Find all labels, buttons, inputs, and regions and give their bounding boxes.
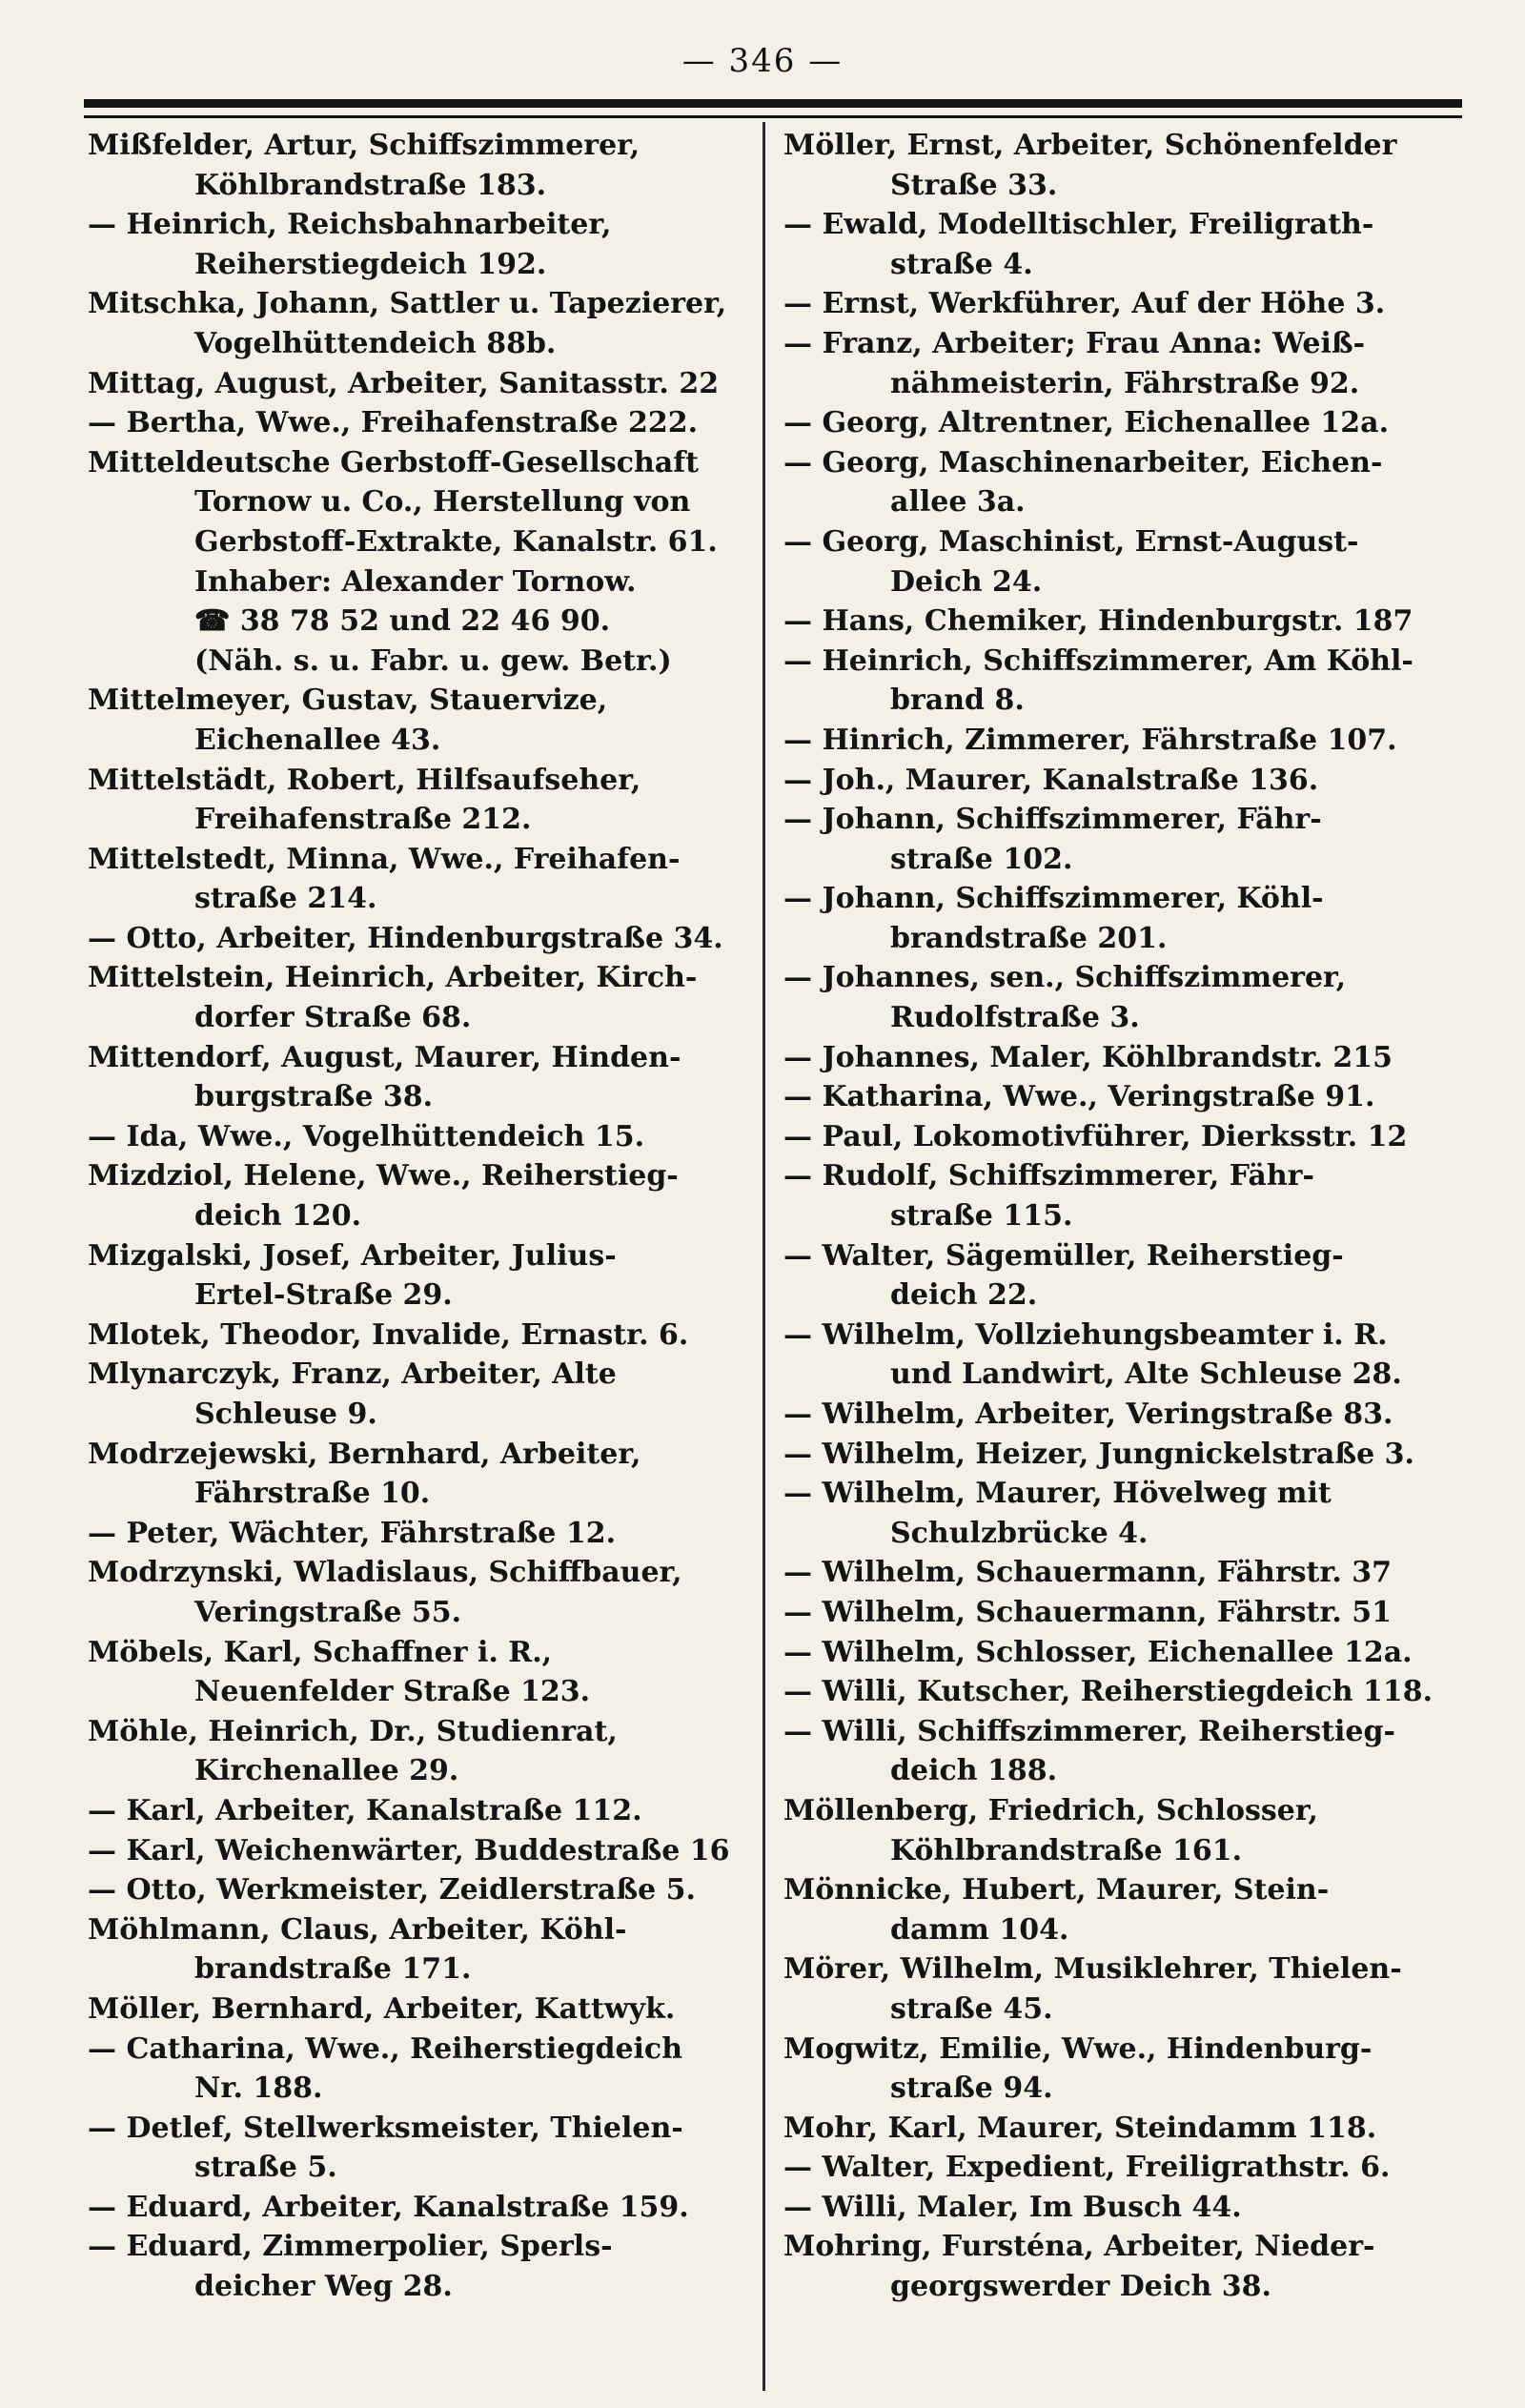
entry-line: — Peter, Wächter, Fährstraße 12. (88, 1516, 617, 1550)
entry-line: — Eduard, Zimmerpolier, Sperls- (88, 2230, 613, 2264)
entry-line: — Willi, Maler, Im Busch 44. (783, 2190, 1242, 2224)
entry-line: — Wilhelm, Schlosser, Eichenallee 12a. (783, 1635, 1413, 1669)
entry-line: Mittelstedt, Minna, Wwe., Freihafen- (88, 842, 681, 876)
entry-line: — Georg, Altrentner, Eichenallee 12a. (783, 406, 1390, 440)
directory-entry (783, 522, 1451, 602)
entry-line: — Karl, Arbeiter, Kanalstraße 112. (88, 1793, 642, 1827)
directory-entry (88, 443, 755, 682)
directory-entry (783, 642, 1451, 721)
directory-entry (783, 1553, 1451, 1593)
directory-entry (783, 2188, 1451, 2228)
entry-line: — Joh., Maurer, Kanalstraße 136. (783, 763, 1319, 797)
entry-line: Mogwitz, Emilie, Wwe., Hindenburg- (783, 2031, 1372, 2066)
directory-entry (783, 1435, 1451, 1475)
entry-line: Modrzynski, Wladislaus, Schiffbauer, (88, 1556, 682, 1590)
directory-entry (783, 324, 1451, 403)
entry-continuation-line: straße 102. (890, 842, 1073, 876)
directory-entry (783, 403, 1451, 443)
entry-line: — Johann, Schiffszimmerer, Fähr- (783, 803, 1322, 837)
directory-entry (88, 403, 755, 443)
entry-line: — Otto, Arbeiter, Hindenburgstraße 34. (88, 921, 723, 955)
entry-line: — Walter, Expedient, Freiligrathstr. 6. (783, 2151, 1391, 2185)
entry-continuation-line: straße 94. (890, 2071, 1053, 2106)
header-rule-thin (84, 115, 1462, 118)
directory-entry (783, 284, 1451, 324)
directory-entry (783, 1395, 1451, 1435)
entry-line: Möbels, Karl, Schaffner i. R., (88, 1635, 553, 1669)
entry-line: — Eduard, Arbeiter, Kanalstraße 159. (88, 2190, 689, 2224)
directory-entry (783, 958, 1451, 1037)
page-number: — 346 — (681, 42, 844, 80)
entry-line: Mohr, Karl, Maurer, Steindamm 118. (783, 2111, 1377, 2145)
directory-entry (88, 2188, 755, 2228)
directory-entry (783, 602, 1451, 642)
entry-line: Mlynarczyk, Franz, Arbeiter, Alte (88, 1357, 617, 1392)
entry-line: Mlotek, Theodor, Invalide, Ernastr. 6. (88, 1317, 689, 1352)
entry-continuation-line: Veringstraße 55. (194, 1595, 462, 1629)
directory-entry (88, 126, 755, 205)
directory-entry (783, 1672, 1451, 1712)
entry-line: — Rudolf, Schiffszimmerer, Fähr- (783, 1159, 1314, 1194)
entry-line: — Johannes, Maler, Köhlbrandstr. 215 (783, 1040, 1393, 1074)
left-column (88, 126, 755, 2307)
directory-entry (88, 761, 755, 840)
entry-line: Mitteldeutsche Gerbstoff-Gesellschaft (88, 445, 700, 480)
entry-continuation-line: ☎ 38 78 52 und 22 46 90. (194, 604, 611, 639)
entry-line: Möhle, Heinrich, Dr., Studienrat, (88, 1714, 618, 1748)
directory-entry (783, 126, 1451, 205)
directory-entry (783, 879, 1451, 958)
entry-continuation-line: deicher Weg 28. (194, 2270, 453, 2304)
entry-line: Mittendorf, August, Maurer, Hinden- (88, 1040, 681, 1074)
entry-continuation-line: Deich 24. (890, 564, 1043, 599)
directory-entry (783, 1791, 1451, 1870)
entry-line: — Willi, Schiffszimmerer, Reiherstieg- (783, 1714, 1395, 1748)
directory-entry (783, 721, 1451, 761)
directory-entry (88, 840, 755, 919)
entry-line: — Ewald, Modelltischler, Freiligrath- (783, 208, 1374, 242)
entry-line: — Otto, Werkmeister, Zeidlerstraße 5. (88, 1873, 696, 1908)
entry-line: Möller, Bernhard, Arbeiter, Kattwyk. (88, 1991, 676, 2026)
entry-line: — Detlef, Stellwerksmeister, Thielen- (88, 2111, 683, 2145)
entry-line: — Heinrich, Schiffszimmerer, Am Köhl- (783, 643, 1413, 678)
directory-entry (88, 1791, 755, 1831)
directory-entry (783, 2030, 1451, 2109)
entry-continuation-line: Köhlbrandstraße 161. (890, 1833, 1243, 1867)
entry-line: Mittelstein, Heinrich, Arbeiter, Kirch- (88, 961, 698, 995)
entry-continuation-line: georgswerder Deich 38. (890, 2270, 1271, 2304)
entry-line: Mittelmeyer, Gustav, Stauervize, (88, 684, 608, 718)
entry-line: Mizdziol, Helene, Wwe., Reiherstieg- (88, 1159, 679, 1194)
entry-line: — Georg, Maschinist, Ernst-August- (783, 524, 1359, 559)
entry-line: — Wilhelm, Heizer, Jungnickelstraße 3. (783, 1437, 1414, 1471)
entry-continuation-line: nähmeisterin, Fährstraße 92. (890, 366, 1360, 400)
entry-continuation-line: Vogelhüttendeich 88b. (194, 326, 557, 360)
entry-continuation-line: Fährstraße 10. (194, 1477, 431, 1511)
directory-entry (88, 1316, 755, 1356)
entry-continuation-line: Nr. 188. (194, 2071, 323, 2106)
entry-line: Mittag, August, Arbeiter, Sanitasstr. 22 (88, 366, 720, 400)
entry-line: — Paul, Lokomotivführer, Dierksstr. 12 (783, 1119, 1408, 1153)
entry-continuation-line: Neuenfelder Straße 123. (194, 1675, 591, 1709)
directory-entry (783, 2148, 1451, 2188)
entry-line: — Bertha, Wwe., Freihafenstraße 222. (88, 406, 699, 440)
directory-entry (783, 1633, 1451, 1673)
directory-entry (88, 1553, 755, 1632)
entry-line: — Wilhelm, Vollziehungsbeamter i. R. (783, 1317, 1388, 1352)
entry-continuation-line: dorfer Straße 68. (194, 1001, 472, 1035)
entry-line: — Willi, Kutscher, Reiherstiegdeich 118. (783, 1675, 1434, 1709)
directory-entry (783, 1474, 1451, 1553)
entry-line: Möhlmann, Claus, Arbeiter, Köhl- (88, 1912, 627, 1947)
entry-line: — Hans, Chemiker, Hindenburgstr. 187 (783, 604, 1413, 639)
entry-line: — Walter, Sägemüller, Reiherstieg- (783, 1238, 1344, 1273)
directory-entry (88, 1990, 755, 2030)
entry-continuation-line: Reiherstiegdeich 192. (194, 247, 547, 281)
entry-line: — Georg, Maschinenarbeiter, Eichen- (783, 445, 1383, 480)
entry-line: — Katharina, Wwe., Veringstraße 91. (783, 1080, 1375, 1114)
directory-entry (88, 1236, 755, 1316)
entry-line: — Ida, Wwe., Vogelhüttendeich 15. (88, 1119, 645, 1153)
entry-continuation-line: deich 22. (890, 1278, 1038, 1313)
entry-line: — Johannes, sen., Schiffszimmerer, (783, 961, 1347, 995)
entry-continuation-line: Eichenallee 43. (194, 723, 441, 757)
directory-entry (783, 1038, 1451, 1078)
entry-continuation-line: burgstraße 38. (194, 1080, 434, 1114)
directory-entry (88, 1633, 755, 1712)
directory-entry (783, 1870, 1451, 1949)
entry-line: — Ernst, Werkführer, Auf der Höhe 3. (783, 287, 1386, 321)
entry-continuation-line: allee 3a. (890, 485, 1026, 520)
entry-continuation-line: Freihafenstraße 212. (194, 803, 532, 837)
directory-entry (88, 205, 755, 284)
entry-continuation-line: straße 4. (890, 247, 1033, 281)
directory-entry (88, 1870, 755, 1910)
entry-line: Möllenberg, Friedrich, Schlosser, (783, 1793, 1318, 1827)
directory-entry (88, 1435, 755, 1514)
entry-continuation-line: straße 115. (890, 1199, 1073, 1234)
directory-entry (88, 2227, 755, 2306)
directory-entry (88, 1514, 755, 1554)
directory-entry (783, 1949, 1451, 2029)
directory-entry (783, 2227, 1451, 2306)
directory-entry (783, 443, 1451, 522)
entry-line: Mitschka, Johann, Sattler u. Tapezierer, (88, 287, 727, 321)
entry-line: Mohring, Fursténa, Arbeiter, Nieder- (783, 2230, 1375, 2264)
entry-continuation-line: Köhlbrandstraße 183. (194, 168, 547, 202)
entry-continuation-line: Tornow u. Co., Herstellung von (194, 485, 691, 520)
directory-entry (88, 1117, 755, 1157)
entry-continuation-line: Schulzbrücke 4. (890, 1516, 1149, 1550)
directory-entry (783, 1156, 1451, 1235)
column-divider (762, 122, 765, 2391)
entry-continuation-line: Gerbstoff-Extrakte, Kanalstr. 61. (194, 524, 718, 559)
entry-continuation-line: straße 214. (194, 882, 377, 916)
directory-entry (88, 284, 755, 363)
entry-line: Mißfelder, Artur, Schiffszimmerer, (88, 129, 640, 162)
directory-entry (783, 1077, 1451, 1117)
directory-entry (88, 1355, 755, 1434)
entry-line: Modrzejewski, Bernhard, Arbeiter, (88, 1437, 641, 1471)
directory-entry (88, 364, 755, 404)
directory-entry (88, 1831, 755, 1871)
directory-entry (88, 2109, 755, 2188)
directory-entry (783, 1117, 1451, 1157)
entry-line: — Wilhelm, Schauermann, Fährstr. 51 (783, 1595, 1393, 1629)
entry-continuation-line: brand 8. (890, 684, 1025, 718)
entry-continuation-line: damm 104. (890, 1912, 1069, 1947)
entry-continuation-line: straße 5. (194, 2151, 337, 2185)
directory-entry (88, 1156, 755, 1235)
entry-line: Mörer, Wilhelm, Musiklehrer, Thielen- (783, 1952, 1402, 1987)
entry-line: — Franz, Arbeiter; Frau Anna: Weiß- (783, 326, 1366, 360)
entry-line: — Hinrich, Zimmerer, Fährstraße 107. (783, 723, 1397, 757)
entry-line: — Karl, Weichenwärter, Buddestraße 16 (88, 1833, 730, 1867)
directory-entry (88, 681, 755, 760)
entry-continuation-line: Kirchenallee 29. (194, 1754, 459, 1788)
entry-continuation-line: straße 45. (890, 1991, 1053, 2026)
entry-continuation-line: Rudolfstraße 3. (890, 1001, 1140, 1035)
entry-continuation-line: deich 188. (890, 1754, 1058, 1788)
directory-entry (783, 1236, 1451, 1316)
directory-entry (783, 1712, 1451, 1791)
directory-entry (88, 1910, 755, 1990)
entry-continuation-line: brandstraße 171. (194, 1952, 472, 1987)
header-rule-thick (84, 99, 1462, 108)
directory-entry (88, 2030, 755, 2109)
entry-continuation-line: Ertel-Straße 29. (194, 1278, 453, 1313)
directory-entry (783, 1316, 1451, 1395)
directory-entry (783, 205, 1451, 284)
entry-continuation-line: Straße 33. (890, 168, 1058, 202)
directory-entry (88, 958, 755, 1037)
directory-entry (783, 800, 1451, 879)
directory-entry (783, 761, 1451, 801)
entry-continuation-line: Schleuse 9. (194, 1398, 377, 1431)
entry-line: Mizgalski, Josef, Arbeiter, Julius- (88, 1238, 617, 1273)
entry-line: Mittelstädt, Robert, Hilfsaufseher, (88, 763, 641, 797)
directory-entry (88, 919, 755, 959)
entry-line: — Wilhelm, Schauermann, Fährstr. 37 (783, 1556, 1393, 1590)
entry-line: Mönnicke, Hubert, Maurer, Stein- (783, 1873, 1330, 1908)
entry-line: Möller, Ernst, Arbeiter, Schönenfelder (783, 129, 1397, 162)
entry-line: — Catharina, Wwe., Reiherstiegdeich (88, 2031, 683, 2066)
entry-continuation-line: deich 120. (194, 1199, 362, 1234)
entry-line: — Heinrich, Reichsbahnarbeiter, (88, 208, 612, 242)
entry-continuation-line: brandstraße 201. (890, 921, 1168, 955)
directory-entry (88, 1712, 755, 1791)
entry-line: — Wilhelm, Maurer, Hövelweg mit (783, 1477, 1332, 1511)
entry-continuation-line: (Näh. s. u. Fabr. u. gew. Betr.) (194, 643, 672, 678)
entry-continuation-line: Inhaber: Alexander Tornow. (194, 564, 637, 599)
entry-line: — Johann, Schiffszimmerer, Köhl- (783, 882, 1324, 916)
directory-entry (783, 1593, 1451, 1633)
right-column (783, 126, 1451, 2307)
directory-entry (88, 1038, 755, 1117)
entry-line: — Wilhelm, Arbeiter, Veringstraße 83. (783, 1398, 1393, 1431)
directory-entry (783, 2109, 1451, 2149)
entry-continuation-line: und Landwirt, Alte Schleuse 28. (890, 1357, 1402, 1392)
